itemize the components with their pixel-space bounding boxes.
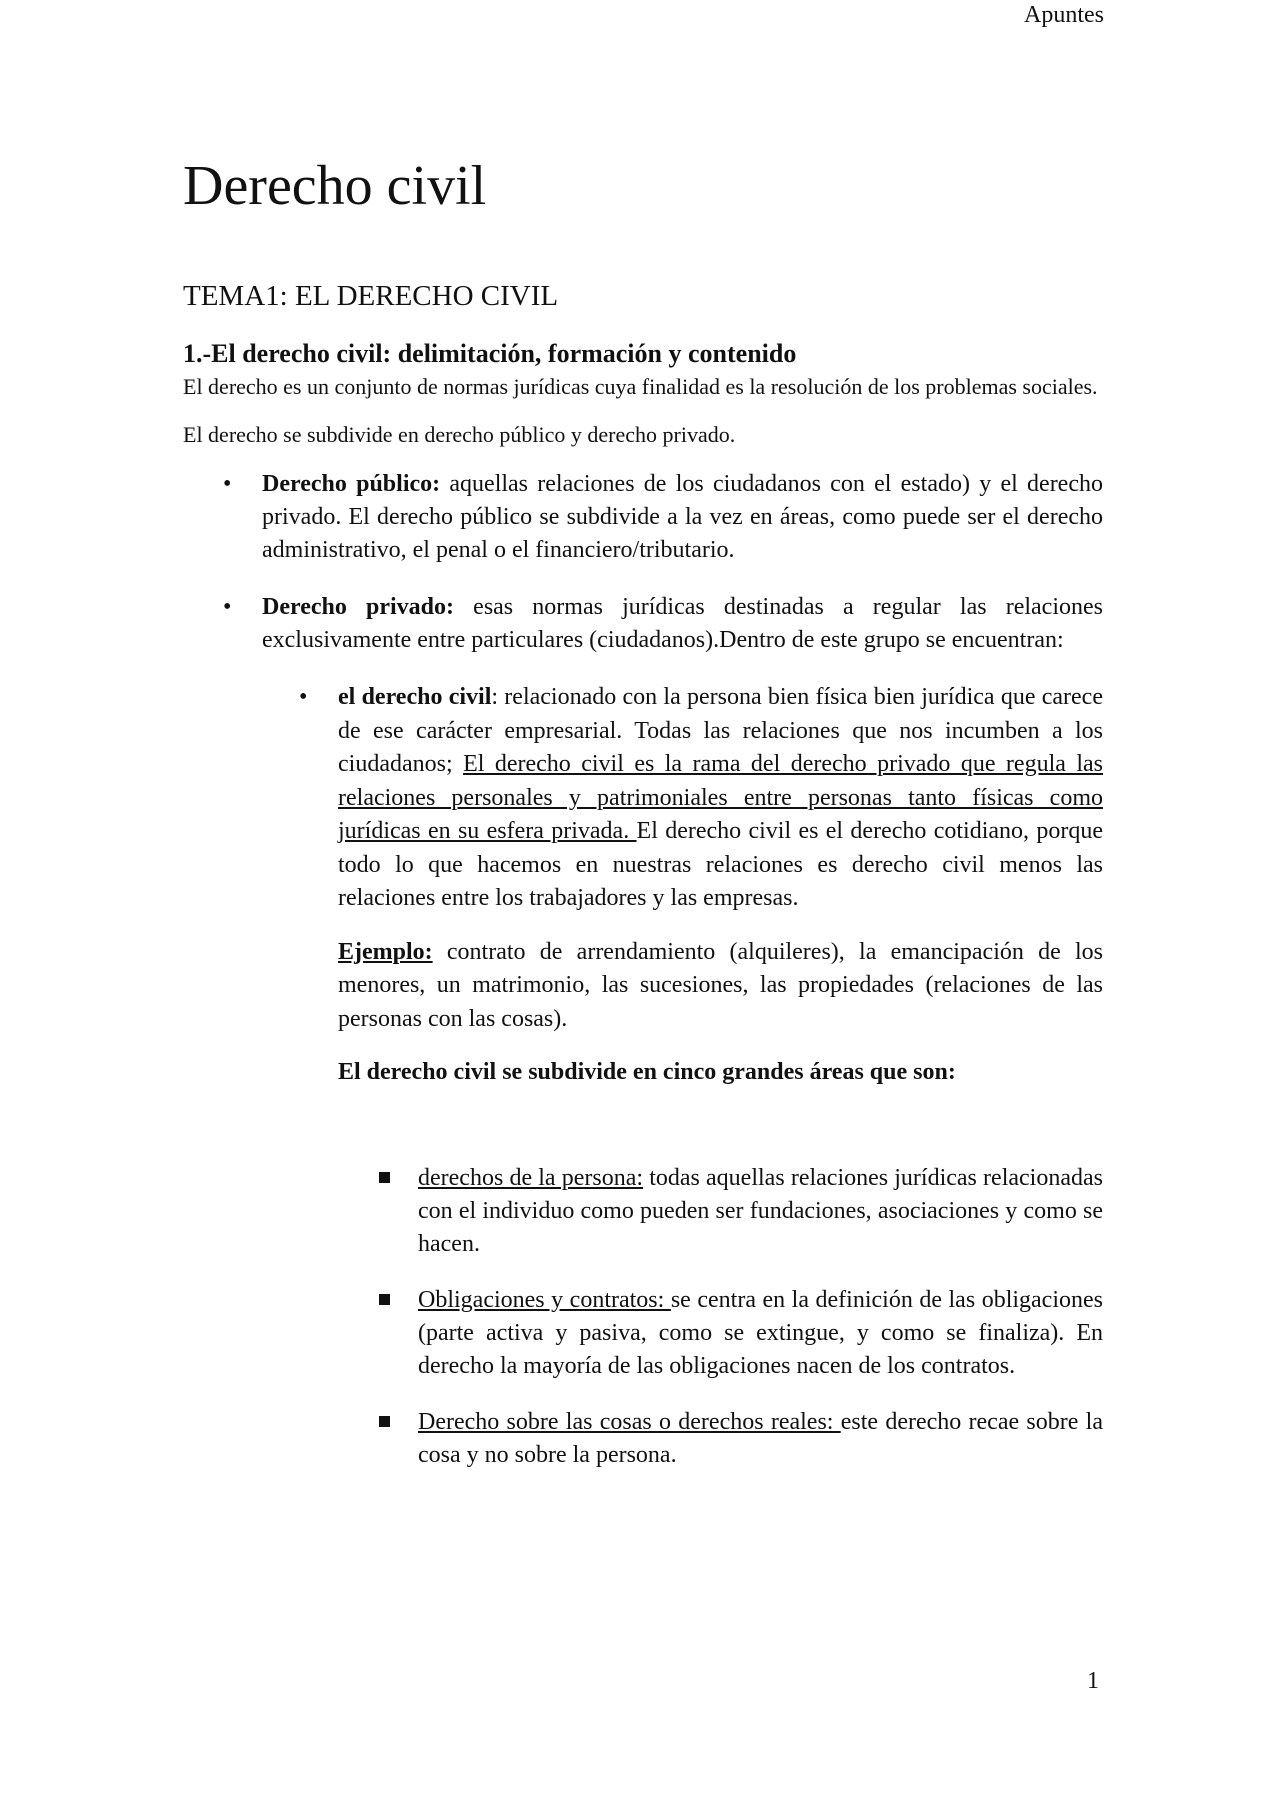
term-derecho-privado: Derecho privado:: [262, 594, 455, 620]
area-text: todas aquellas relaciones jurídicas relacionadas con el individuo como pueden ser fundaciones, asociaciones y como se hacen.: [418, 1164, 1103, 1257]
page-header: Apuntes: [1024, 2, 1104, 28]
area-term: derechos de la persona:: [418, 1164, 644, 1191]
text-derecho-privado: esas normas jurídicas destinadas a regular las relaciones exclusivamente entre particulares (ciudadanos).Dentro de este grupo se encuentran:: [262, 594, 1103, 653]
area-term: Obligaciones y contratos:: [418, 1286, 671, 1313]
term-derecho-civil: el derecho civil: [338, 684, 492, 710]
square-bullet-icon: [379, 1172, 390, 1183]
square-bullet-icon: [379, 1416, 390, 1427]
list-item-derecho-privado: [183, 591, 1103, 657]
areas-heading-text: El derecho civil se subdivide en cinco grandes áreas que son:: [338, 1059, 956, 1085]
section-heading: 1.-El derecho civil: delimitación, formación y contenido: [183, 339, 797, 368]
area-item-obligaciones: [183, 1284, 1103, 1383]
disc-bullet-icon: •: [223, 471, 232, 497]
disc-bullet-icon: •: [299, 684, 308, 710]
area-text: este derecho recae sobre la cosa y no sobre la persona.: [418, 1408, 1103, 1468]
civil-list: [183, 681, 1103, 1090]
areas-list: [183, 1162, 1103, 1472]
list-item-derecho-civil: [183, 681, 1103, 1090]
document-title: Derecho civil: [183, 155, 487, 217]
disc-bullet-icon: •: [223, 594, 232, 620]
example-paragraph: [338, 936, 1103, 1037]
civil-text-2: El derecho civil es el derecho cotidiano, porque todo lo que hacemos en nuestras relaciones es derecho civil menos las relaciones entre los trabajadores y las empresas.: [338, 818, 1103, 911]
civil-definition: El derecho civil es la rama del derecho privado que regula las relaciones personales y patrimoniales entre personas tanto físicas como jurídicas en su esfera privada.: [338, 751, 1103, 844]
term-derecho-publico: Derecho público:: [262, 471, 441, 497]
example-text: contrato de arrendamiento (alquileres), la emancipación de los menores, un matrimonio, las sucesiones, las propiedades (relaciones de las personas con las cosas).: [338, 938, 1103, 1032]
example-label: Ejemplo:: [338, 938, 433, 965]
civil-text-1: : relacionado con la persona bien física bien jurídica que carece de ese carácter empresarial. Todas las relaciones que nos incumben a los ciudadanos;: [338, 684, 1103, 777]
page-number: 1: [1087, 1668, 1099, 1694]
area-item-cosas: [183, 1406, 1103, 1472]
top-level-list: [183, 468, 1103, 657]
text-derecho-publico: aquellas relaciones de los ciudadanos con el estado) y el derecho privado. El derecho público se subdivide a la vez en áreas, como puede ser el derecho administrativo, el penal o el financiero/tributario.: [262, 471, 1103, 563]
list-item-derecho-publico: [183, 468, 1103, 567]
area-item-persona: [183, 1162, 1103, 1261]
square-bullet-icon: [379, 1294, 390, 1305]
intro-paragraph-2: El derecho se subdivide en derecho público y derecho privado.: [183, 422, 736, 447]
areas-heading: [338, 1056, 1103, 1090]
intro-paragraph-1: El derecho es un conjunto de normas jurídicas cuya finalidad es la resolución de los problemas sociales.: [183, 374, 1098, 399]
document-body: [183, 148, 1103, 1495]
chapter-heading: TEMA1: EL DERECHO CIVIL: [183, 280, 559, 312]
area-term: Derecho sobre las cosas o derechos reales:: [418, 1408, 841, 1435]
area-text: se centra en la definición de las obligaciones (parte activa y pasiva, como se extingue, y como se finaliza). En derecho la mayoría de las obligaciones nacen de los contratos.: [418, 1286, 1103, 1379]
